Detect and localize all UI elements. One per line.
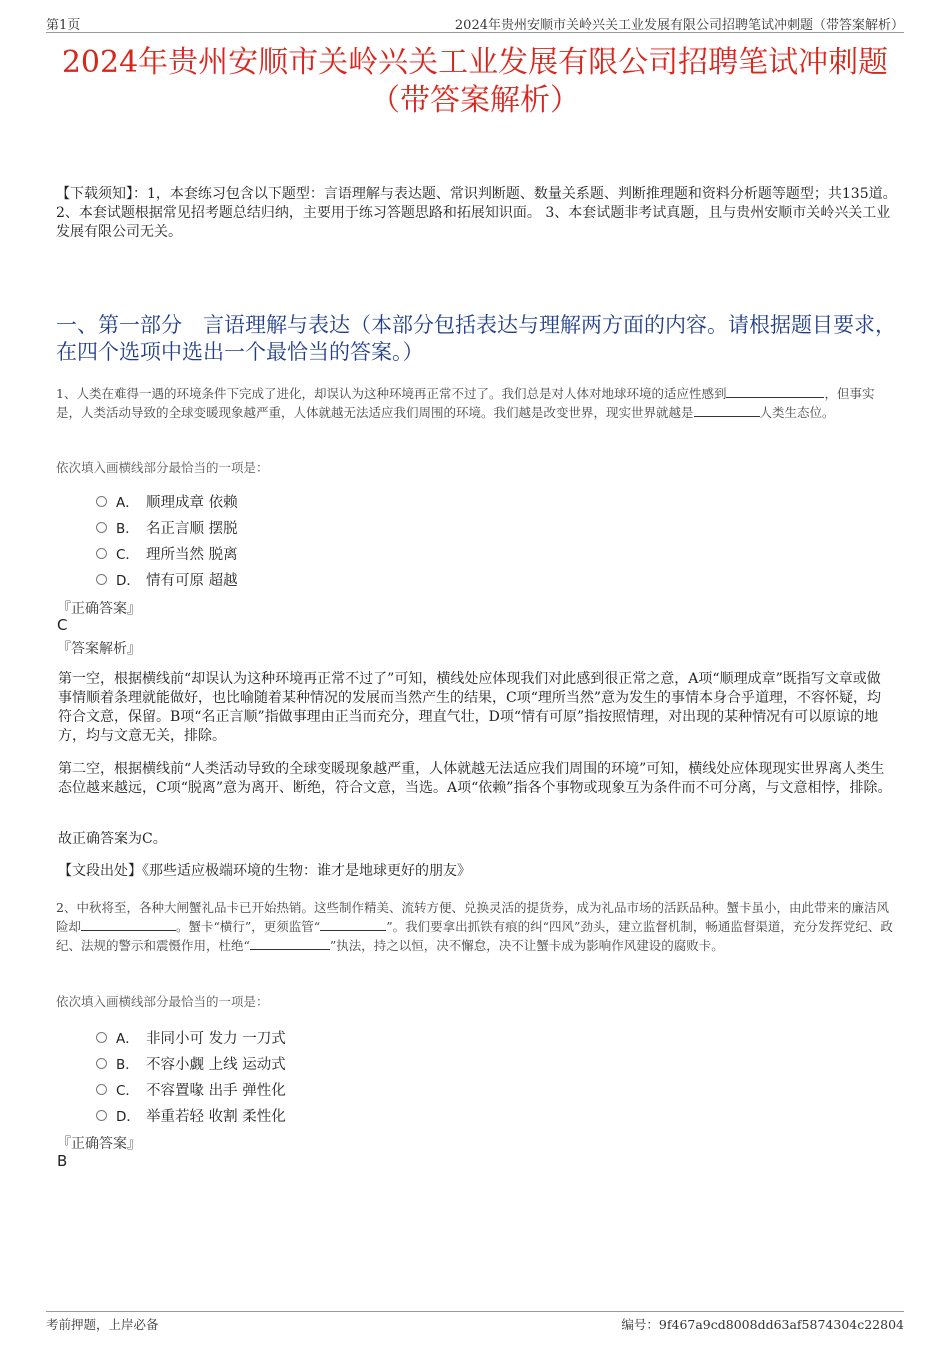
option-d[interactable]: D． 举重若轻 收割 柔性化 [96,1102,286,1128]
analysis-label: 『答案解析』 [57,641,141,657]
footer-slogan: 考前押题，上岸必备 [46,1317,159,1332]
blank [250,936,330,950]
analysis-conclusion: 故正确答案为C。 [58,831,167,847]
radio-icon[interactable] [96,1058,107,1069]
radio-icon[interactable] [96,522,107,533]
answer-label: 『正确答案』 [57,1136,141,1152]
page-footer [46,1311,904,1332]
page-header [46,12,904,33]
document-title [40,44,910,120]
question-1-prompt: 依次填入画横线部分最恰当的一项是： [56,460,269,475]
blank [81,917,176,931]
option-a[interactable]: A． 非同小可 发力 一刀式 [96,1024,286,1050]
header-doc-title: 2024年贵州安顺市关岭兴关工业发展有限公司招聘笔试冲刺题（带答案解析） [454,18,904,33]
blank [726,384,824,398]
radio-icon[interactable] [96,1110,107,1121]
option-b[interactable]: B． 不容小觑 上线 运动式 [96,1050,286,1076]
page-number: 第1页 [46,18,81,33]
option-c[interactable]: C． 不容置喙 出手 弹性化 [96,1076,286,1102]
radio-icon[interactable] [96,1084,107,1095]
option-a[interactable]: A． 顺理成章 依赖 [96,488,238,514]
title-line-2: （带答案解析） [370,83,580,118]
source-citation: 【文段出处】《那些适应极端环境的生物：谁才是地球更好的朋友》 [58,863,471,879]
question-2-options [96,1024,286,1128]
question-1-options [96,488,238,592]
blank [320,917,386,931]
analysis-paragraph-1: 第一空，根据横线前“却误认为这种环境再正常不过了”可知，横线处应体现我们对此感到很正常之意，A项“顺理成章”既指写文章或做事情顺着条理就能做好，也比喻随着某种情况的发展而当然产生的结果，C项“理所当然”意为发生的事情本身合乎道理，不容怀疑，均符合文意，保留。B项“名正言顺”指做事理由正当而充分，理直气壮，D项“情有可原”指按照情理，对出现的某种情况有可以原谅的地方，均与文意无关，排除。 [58,671,882,744]
radio-icon[interactable] [96,496,107,507]
download-notice: 【下载须知】：1，本套练习包含以下题型：言语理解与表达题、常识判断题、数量关系题、判断推理题和资料分析题等题型；共135道。 2、本套试题根据常见招考题总结归纳，主要用于练习答题思路和拓展知识面。 3、本套试题非考试真题，且与贵州安顺市关岭兴关工业发展有限公司无关。 [56,186,897,240]
radio-icon[interactable] [96,1032,107,1043]
option-d[interactable]: D． 情有可原 超越 [96,566,238,592]
section-title: 一、第一部分 言语理解与表达（本部分包括表达与理解两方面的内容。请根据题目要求，在四个选项中选出一个最恰当的答案。） [56,313,896,364]
question-2-text: 2、中秋将至，各种大闸蟹礼品卡已开始热销。这些制作精美、流转方便、兑换灵活的提货券，成为礼品市场的活跃品种。蟹卡虽小，由此带来的廉洁风险却 。蟹卡“横行”，更须监管“ ”。我们要拿出抓铁有痕的纠“四风”劲头，建立监督机制，畅通监督渠道，充分发挥党纪、政纪、法规的警示和震慑作用，杜绝“ ”执法，持之以恒，决不懈怠，决不让蟹卡成为影响作风建设的腐败卡。 [56,900,893,953]
analysis-paragraph-2: 第二空，根据横线前“人类活动导致的全球变暖现象越严重，人体就越无法适应我们周围的环境”可知，横线处应体现现实世界离人类生态位越来越远，C项“脱离”意为离开、断绝，符合文意，当选。A项“依赖”指各个事物或现象互为条件而不可分离，与文意相悖，排除。 [58,761,892,796]
question-2-prompt: 依次填入画横线部分最恰当的一项是： [56,994,269,1009]
footer-code: 编号：9f467a9cd8008dd63af5874304c22804 [621,1317,904,1332]
radio-icon[interactable] [96,574,107,585]
title-line-1: 2024年贵州安顺市关岭兴关工业发展有限公司招聘笔试冲刺题 [61,45,889,80]
radio-icon[interactable] [96,548,107,559]
blank [694,403,760,417]
answer-label: 『正确答案』 [57,601,141,617]
option-b[interactable]: B． 名正言顺 摆脱 [96,514,238,540]
answer-value: B [57,1152,68,1170]
question-1-text: 1、人类在难得一遇的环境条件下完成了进化，却误认为这种环境再正常不过了。我们总是对人体对地球环境的适应性感到 ，但事实是，人类活动导致的全球变暖现象越严重，人体就越无法适应我们周围的环境。我们越是改变世界，现实世界就越是 人类生态位。 [56,386,875,420]
answer-value: C [57,616,68,634]
option-c[interactable]: C． 理所当然 脱离 [96,540,238,566]
